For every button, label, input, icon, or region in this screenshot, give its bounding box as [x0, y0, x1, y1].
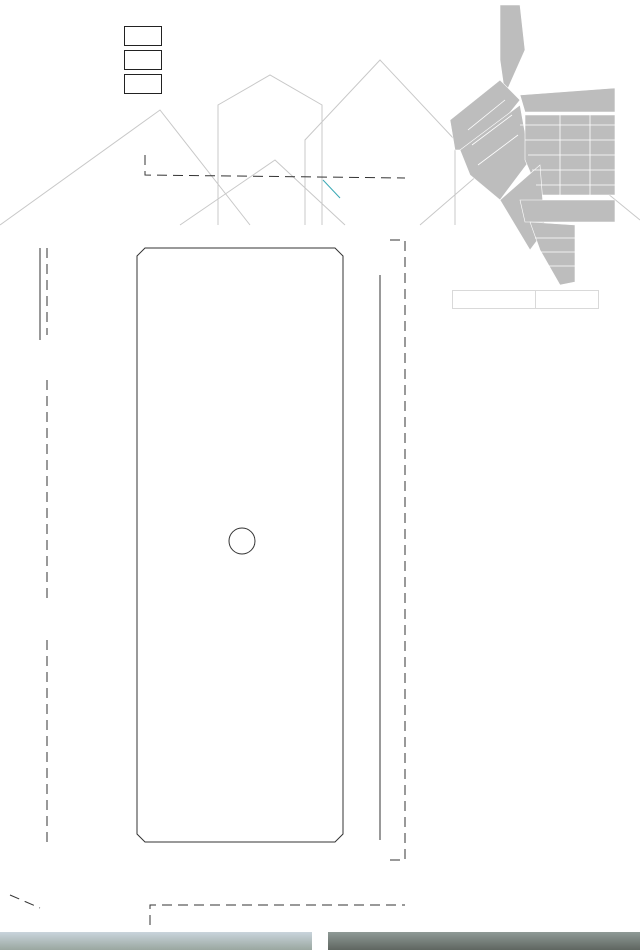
- photo-landscape-left: [0, 932, 312, 950]
- table-header-block: [453, 291, 536, 309]
- table-header-row: [453, 291, 599, 309]
- street-edge-bottom-left: [10, 895, 40, 908]
- house-outline-3: [305, 60, 455, 225]
- house-outline-5: [180, 160, 345, 225]
- block-number-circle: [229, 528, 255, 554]
- street-diagonal-accent: [323, 180, 340, 198]
- photo-landscape-right: [328, 932, 640, 950]
- street-edge-right: [388, 240, 405, 860]
- lots-area-table: [452, 290, 599, 309]
- table-header-unit: [536, 291, 599, 309]
- street-edge-top: [145, 155, 405, 178]
- street-edges: [10, 155, 405, 925]
- house-outline-2: [218, 75, 322, 225]
- house-outline-1: [0, 110, 250, 225]
- street-edge-bottom: [150, 905, 405, 925]
